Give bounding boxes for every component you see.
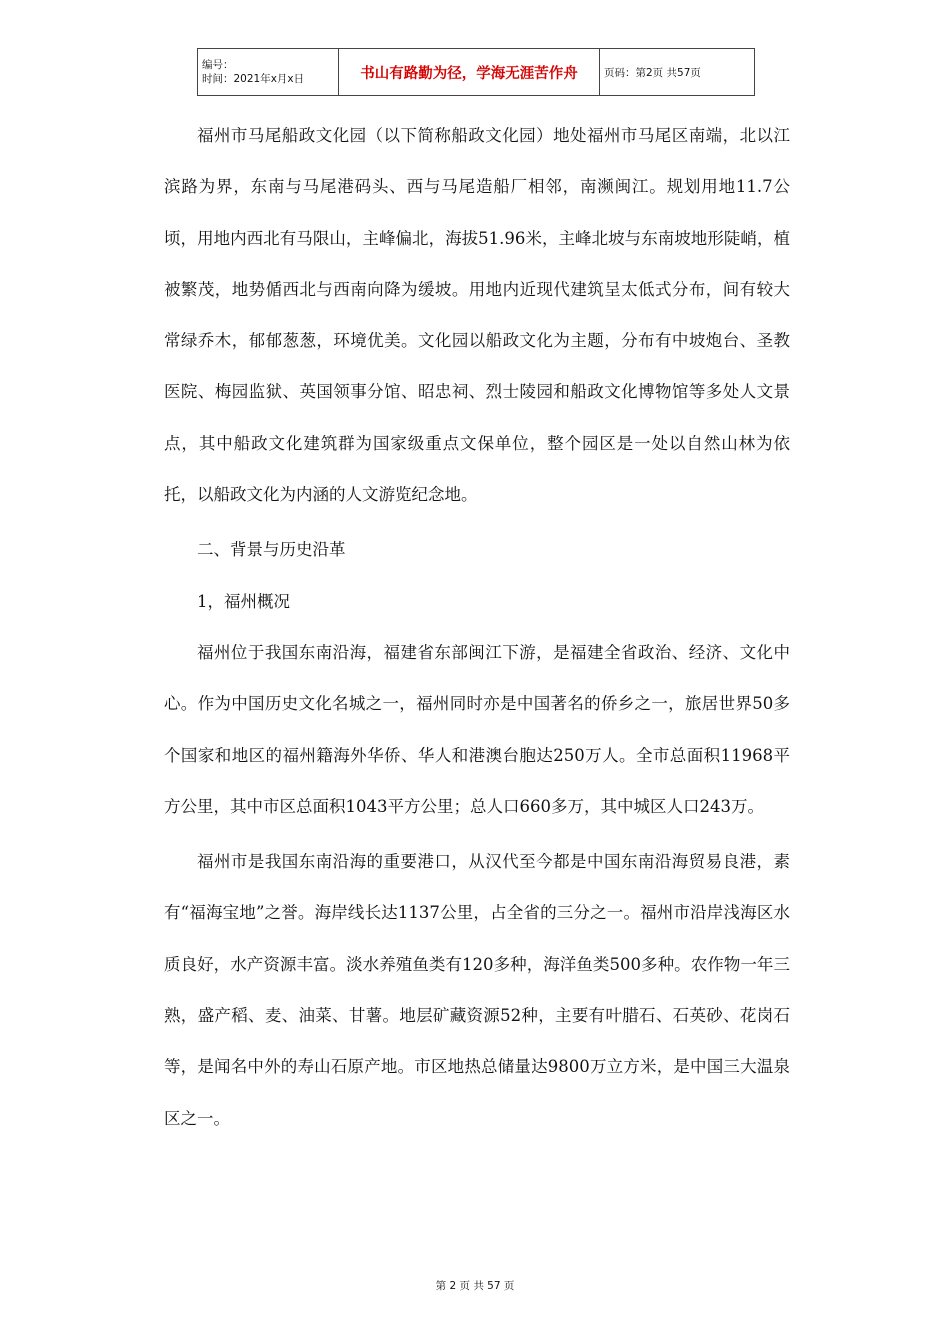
subsection-title: 1，福州概况 [197, 591, 290, 611]
body-paragraph: 福州市是我国东南沿海的重要港口，从汉代至今都是中国东南沿海贸易良港，素有“福海宝地”之誉。海岸线长达1137公里，占全省的三分之一。福州市沿岸浅海区水质良好，水产资源丰富。淡水养殖鱼类有120多种，海洋鱼类500多种。农作物一年三熟，盛产稻、麦、油菜、甘薯。地层矿藏资源52种，主要有叶腊石、石英砂、花岗石等，是闻名中外的寿山石原产地。市区地热总储量达9800万立方米，是中国三大温泉区之一。 [164, 852, 790, 1128]
intro-paragraph: 福州市马尾船政文化园（以下简称船政文化园）地处福州市马尾区南端，北以江滨路为界，东南与马尾港码头、西与马尾造船厂相邻，南濒闽江。规划用地11.7公顷，用地内西北有马限山，主峰偏北，海拔51.96米，主峰北坡与东南坡地形陡峭，植被繁茂，地势偱西北与西南向降为缓坡。用地内近现代建筑呈太低式分布，间有较大常绿乔木，郁郁葱葱，环境优美。文化园以船政文化为主题，分布有中坡炮台、圣教医院、梅园监狱、英国领事分馆、昭忠祠、烈士陵园和船政文化博物馆等多处人文景点，其中船政文化建筑群为国家级重点文保单位，整个园区是一处以自然山林为依托，以船政文化为内涵的人文游览纪念地。 [164, 126, 790, 505]
body-paragraph: 福州位于我国东南沿海，福建省东部闽江下游，是福建全省政治、经济、文化中心。作为中国历史文化名城之一，福州同时亦是中国著名的侨乡之一，旅居世界50多个国家和地区的福州籍海外华侨、华人和港澳台胞达250万人。全市总面积11968平方公里，其中市区总面积1043平方公里；总人口660多万，其中城区人口243万。 [164, 642, 790, 816]
header-meta [198, 49, 339, 96]
header-page-info: 页码：第2页 共57页 [600, 49, 755, 96]
document-header [197, 48, 755, 96]
header-motto: 书山有路勤为径，学海无涯苦作舟 [339, 49, 600, 96]
document-body [164, 110, 790, 1144]
section-title: 二、背景与历史沿革 [197, 540, 346, 560]
time-label: 时间：2021年x月x日 [202, 73, 305, 85]
number-label: 编号： [202, 59, 234, 71]
page-footer: 第 2 页 共 57 页 [435, 1280, 515, 1292]
